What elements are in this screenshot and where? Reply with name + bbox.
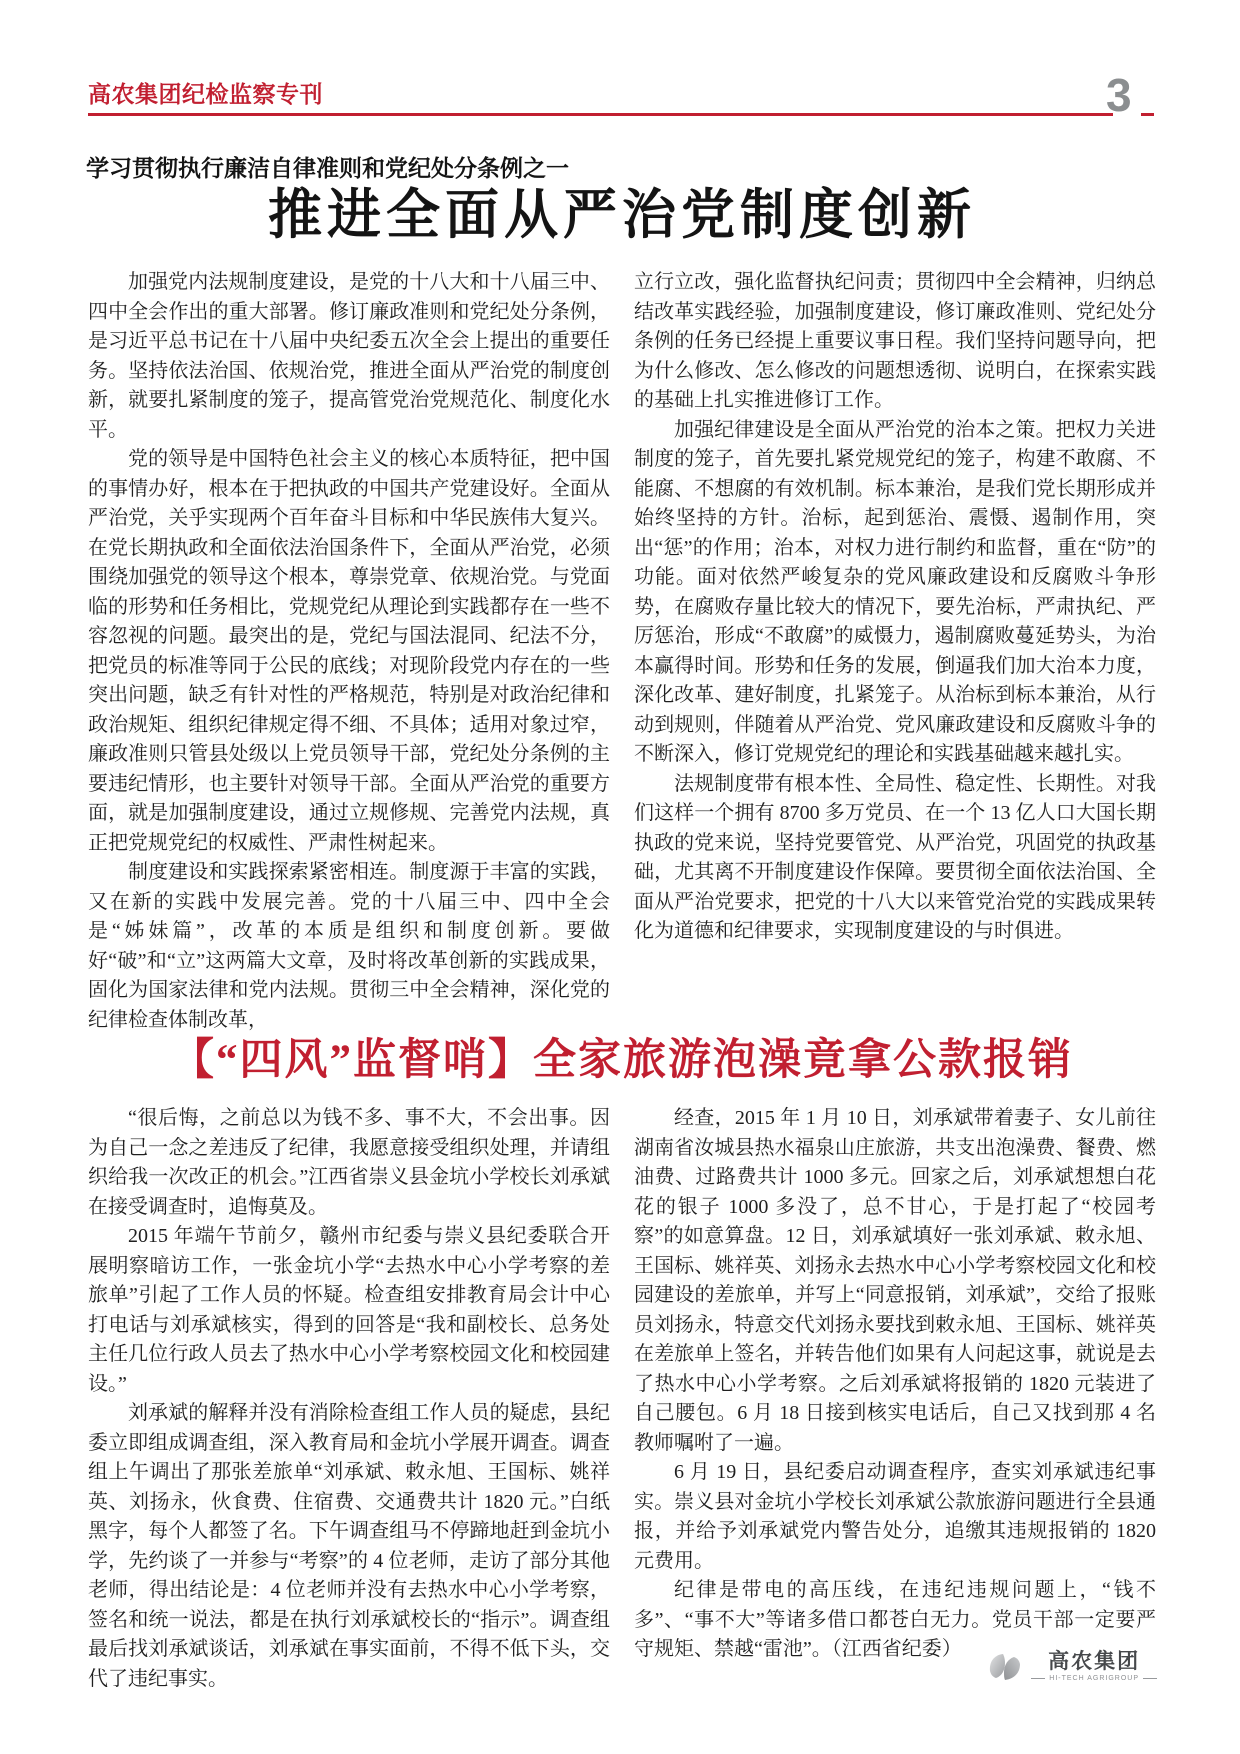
logo-tagline: HI-TECH AGRIGROUP bbox=[1049, 1675, 1139, 1682]
paragraph-continuation: 立行立改，强化监督执纪问责；贯彻四中全会精神，归纳总结改革实践经验，加强制度建设，修订廉政准则、党纪处分条例的任务已经提上重要议事日程。我们坚持问题导向，把为什么修改、怎么修改的问题想透彻、说明白，在探索实践的基础上扎实推进修订工作。 bbox=[634, 271, 1156, 411]
article1-kicker: 学习贯彻执行廉洁自律准则和党纪处分条例之一 bbox=[86, 155, 569, 181]
paragraph: 2015 年端午节前夕，赣州市纪委与崇义县纪委联合开展明察暗访工作，一张金坑小学“去热水中心小学考察的差旅单”引起了工作人员的怀疑。检查组安排教育局会计中心打电话与刘承斌核实，得到的回答是“我和副校长、总务处主任几位行政人员去了热水中心小学考察校园文化和校园建设。” bbox=[88, 1225, 610, 1395]
tagline-left-rule bbox=[1031, 1678, 1045, 1679]
paragraph: 经查，2015 年 1 月 10 日，刘承斌带着妻子、女儿前往湖南省汝城县热水福泉山庄旅游，共支出泡澡费、餐费、燃油费、过路费共计 1000 多元。回家之后，刘承斌想想白花花的银子 1000 多没了，总不甘心，于是打起了“校园考察”的如意算盘。12 日，刘承斌填好一张刘承斌、敕永旭、王国标、姚祥英、刘扬永去热水中心小学考察校园文化和校园建设的差旅单，并写上“同意报销，刘承斌”，交给了报账员刘扬永，特意交代刘扬永要找到敕永旭、王国标、姚祥英在差旅单上签名，并转告他们如果有人问起这事，就说是去了热水中心小学考察。之后刘承斌将报销的 1820 元装进了自己腰包。6 月 18 日接到核实电话后，自己又找到那 4 名教师嘱咐了一遍。 bbox=[634, 1107, 1156, 1454]
page-number-dash bbox=[1141, 113, 1154, 116]
paragraph: 法规制度带有根本性、全局性、稳定性、长期性。对我们这样一个拥有 8700 多万党员、在一个 13 亿人口大国长期执政的党来说，坚持党要管党、从严治党，巩固党的执政基础，尤其离不开制度建设作保障。要贯彻全面依法治国、全面从严治党要求，把党的十八大以来管党治党的实践成果转化为道德和纪律要求，实现制度建设的与时俱进。 bbox=[634, 772, 1156, 942]
article1-left-column bbox=[88, 268, 610, 1035]
paragraph: “很后悔，之前总以为钱不多、事不大，不会出事。因为自己一念之差违反了纪律，我愿意接受组织处理，并请组织给我一次改正的机会。”江西省崇义县金坑小学校长刘承斌在接受调查时，追悔莫及。 bbox=[88, 1107, 610, 1218]
masthead-rule bbox=[88, 113, 1113, 116]
page-number: 3 bbox=[1106, 69, 1132, 121]
article1-title: 推进全面从严治党制度创新 bbox=[268, 185, 976, 245]
article1-body bbox=[88, 268, 1156, 1035]
paragraph: 加强纪律建设是全面从严治党的治本之策。把权力关进制度的笼子，首先要扎紧党规党纪的笼子，构建不敢腐、不能腐、不想腐的有效机制。标本兼治，是我们党长期形成并始终坚持的方针。治标，起到惩治、震慑、遏制作用，突出“惩”的作用；治本，对权力进行制约和监督，重在“防”的功能。面对依然严峻复杂的党风廉政建设和反腐败斗争形势，在腐败存量比较大的情况下，要先治标，严肃执纪、严厉惩治，形成“不敢腐”的威慑力，遏制腐败蔓延势头，为治本赢得时间。形势和任务的发展，倒逼我们加大治本力度，深化改革、建好制度，扎紧笼子。从治标到标本兼治，从行动到规则，伴随着从严治党、党风廉政建设和反腐败斗争的不断深入，修订党规党纪的理论和实践基础越来越扎实。 bbox=[634, 418, 1156, 765]
logo-company-name: 高农集团 bbox=[1048, 1650, 1141, 1673]
footer-logo bbox=[988, 1650, 1157, 1683]
paragraph: 纪律是带电的高压线，在违纪违规问题上，“钱不多”、“事不大”等诸多借口都苍白无力。党员干部一定要严守规矩、禁越“雷池”。（江西省纪委） bbox=[634, 1579, 1156, 1660]
paragraph: 6 月 19 日，县纪委启动调查程序，查实刘承斌违纪事实。崇义县对金坑小学校长刘承斌公款旅游问题进行全县通报，并给予刘承斌党内警告处分，追缴其违规报销的 1820 元费用。 bbox=[634, 1461, 1156, 1572]
article2-body bbox=[88, 1104, 1156, 1694]
article2-title: 【“四风”监督哨】全家旅游泡澡竟拿公款报销 bbox=[171, 1037, 1073, 1084]
article2-right-column bbox=[634, 1104, 1156, 1694]
tagline-right-rule bbox=[1143, 1678, 1157, 1679]
paragraph: 党的领导是中国特色社会主义的核心本质特征，把中国的事情办好，根本在于把执政的中国共产党建设好。全面从严治党，关乎实现两个百年奋斗目标和中华民族伟大复兴。在党长期执政和全面依法治国条件下，全面从严治党，必须围绕加强党的领导这个根本，尊崇党章、依规治党。与党面临的形势和任务相比，党规党纪从理论到实践都存在一些不容忽视的问题。最突出的是，党纪与国法混同、纪法不分，把党员的标准等同于公民的底线；对现阶段党内存在的一些突出问题，缺乏有针对性的严格规范，特别是对政治纪律和政治规矩、组织纪律规定得不细、不具体；适用对象过窄，廉政准则只管县处级以上党员领导干部，党纪处分条例的主要违纪情形，也主要针对领导干部。全面从严治党的重要方面，就是加强制度建设，通过立规修规、完善党内法规，真正把党规党纪的权威性、严肃性树起来。 bbox=[88, 448, 610, 854]
article2-left-column bbox=[88, 1104, 610, 1694]
paragraph: 刘承斌的解释并没有消除检查组工作人员的疑虑，县纪委立即组成调查组，深入教育局和金坑小学展开调查。调查组上午调出了那张差旅单“刘承斌、敕永旭、王国标、姚祥英、刘扬永，伙食费、住宿费、交通费共计 1820 元。”白纸黑字，每个人都签了名。下午调查组马不停蹄地赶到金坑小学，先约谈了一并参与“考察”的 4 位老师，走访了部分其他老师，得出结论是：4 位老师并没有去热水中心小学考察，签名和统一说法，都是在执行刘承斌校长的“指示”。调查组最后找刘承斌谈话，刘承斌在事实面前，不得不低下头，交代了违纪事实。 bbox=[88, 1402, 610, 1690]
leaf-sphere-icon bbox=[988, 1652, 1022, 1682]
paragraph: 制度建设和实践探索紧密相连。制度源于丰富的实践，又在新的实践中发展完善。党的十八届三中、四中全会是“姊妹篇”，改革的本质是组织和制度创新。要做好“破”和“立”这两篇大文章，及时将改革创新的实践成果，固化为国家法律和党内法规。贯彻三中全会精神，深化党的纪律检查体制改革， bbox=[88, 861, 610, 1031]
paragraph: 加强党内法规制度建设，是党的十八大和十八届三中、四中全会作出的重大部署。修订廉政准则和党纪处分条例，是习近平总书记在十八届中央纪委五次全会上提出的重要任务。坚持依法治国、依规治党，推进全面从严治党的制度创新，就要扎紧制度的笼子，提高管党治党规范化、制度化水平。 bbox=[88, 271, 610, 441]
logo-text-block bbox=[1031, 1650, 1157, 1683]
masthead-title: 高农集团纪检监察专刊 bbox=[88, 81, 323, 107]
logo-tagline-row bbox=[1031, 1674, 1157, 1683]
article1-right-column bbox=[634, 268, 1156, 1035]
